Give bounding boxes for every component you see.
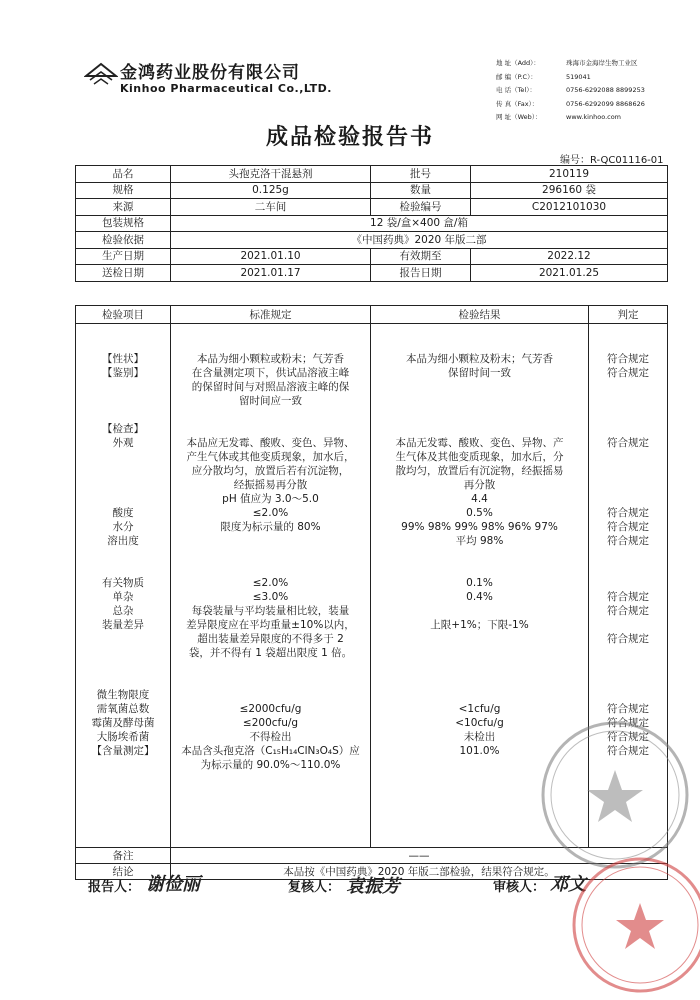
cell-line <box>589 380 667 394</box>
value-submit-date: 2021.01.17 <box>171 265 371 282</box>
cell-line: 再分散 <box>463 479 496 491</box>
cell-line <box>589 492 667 506</box>
cell-line: 【鉴别】 <box>102 367 144 379</box>
cell-line <box>171 422 370 436</box>
reporter-signature: 谢俭丽 <box>146 874 200 895</box>
cell-line: 符合规定 <box>607 521 649 533</box>
cell-line: 为标示量的 90.0%～110.0% <box>200 759 341 771</box>
header-test-item: 检验项目 <box>76 306 171 324</box>
header-standard: 标准规定 <box>171 306 371 324</box>
label-expiry: 有效期至 <box>371 248 471 265</box>
contact-web: 网 址（Web）： www.kinhoo.com <box>496 113 622 121</box>
cell-line: 不得检出 <box>249 731 292 743</box>
cell-line <box>171 548 370 562</box>
company-name-cn: 金鸿药业股份有限公司 <box>120 63 300 83</box>
contact-postcode: 邮 编（P.C）： 519041 <box>496 72 591 81</box>
cell-line <box>589 394 667 408</box>
contact-fax: 传 真（Fax）： 0756-6292099 8868626 <box>496 99 645 108</box>
value-expiry: 2022.12 <box>471 248 668 265</box>
cell-line: 符合规定 <box>607 633 649 645</box>
cell-line: 上限+1%；下限-1% <box>430 619 529 631</box>
value-production-date: 2021.01.10 <box>171 248 371 265</box>
cell-line: ≤3.0% <box>252 591 289 603</box>
info-row-spec <box>76 182 668 199</box>
verdicts-column <box>589 324 668 848</box>
remarks-value: —— <box>171 848 668 864</box>
cell-line: ≤200cfu/g <box>242 717 299 729</box>
cell-line: 总杂 <box>112 605 134 617</box>
value-inspection-no: C2012101030 <box>471 199 668 216</box>
conclusion-value: 本品按《中国药典》2020 年版二部检验，结果符合规定。 <box>171 864 668 880</box>
remarks-row <box>76 848 668 864</box>
cell-line <box>589 646 667 660</box>
contact-address: 地 址（Add）： 珠海市金海岸生物工业区 <box>496 59 638 67</box>
header-verdict: 判定 <box>589 306 668 324</box>
cell-line <box>76 548 170 562</box>
cell-line: 本品为细小颗粒或粉末；气芳香 <box>197 353 344 365</box>
value-basis: 《中国药典》2020 年版二部 <box>171 232 668 249</box>
cell-line: 101.0% <box>459 745 500 757</box>
cell-line: 有关物质 <box>102 577 144 589</box>
cell-line <box>589 688 667 702</box>
cell-line <box>371 380 588 394</box>
approver-signature: 邓文 <box>550 874 586 895</box>
cell-line <box>76 632 170 646</box>
cell-line: 【性状】 <box>102 353 144 365</box>
remarks-label: 备注 <box>76 848 171 864</box>
label-basis: 检验依据 <box>76 232 171 249</box>
cell-line <box>76 380 170 394</box>
cell-line <box>589 618 667 632</box>
cell-line: 水分 <box>112 521 134 533</box>
cell-line: 0.5% <box>466 507 493 519</box>
cell-line <box>371 394 588 408</box>
cell-line: 符合规定 <box>607 717 649 729</box>
cell-line: 应分散均匀，放置后若有沉淀物， <box>191 465 350 477</box>
cell-line: 需氧菌总数 <box>96 703 150 715</box>
cell-line: 微生物限度 <box>96 689 150 701</box>
report-title: 成品检验报告书 <box>265 125 434 150</box>
cell-line: 符合规定 <box>607 437 649 449</box>
cell-line: 生气体及其他变质现象，加水后，分 <box>395 451 564 463</box>
cell-line <box>171 674 370 688</box>
header-result: 检验结果 <box>371 306 589 324</box>
cell-line: 留时间应一致 <box>239 395 302 407</box>
value-spec: 0.125g <box>171 182 371 199</box>
conclusion-label: 结论 <box>76 864 171 880</box>
cell-line: 限度为标示量的 80% <box>220 521 321 533</box>
cell-line: 符合规定 <box>607 367 649 379</box>
results-body-row <box>76 324 668 848</box>
value-product-name: 头孢克洛干混悬剂 <box>171 166 371 183</box>
cell-line <box>76 562 170 576</box>
cell-line <box>371 674 588 688</box>
cell-line <box>589 576 667 590</box>
cell-line: 0.4% <box>466 591 493 603</box>
info-row-submit-date <box>76 265 668 282</box>
cell-line <box>371 408 588 422</box>
label-inspection-no: 检验编号 <box>371 199 471 216</box>
cell-line: 本品含头孢克洛（C₁₅H₁₄ClN₃O₄S）应 <box>181 745 360 757</box>
info-row-name <box>76 166 668 183</box>
cell-line <box>371 562 588 576</box>
label-product-name: 品名 <box>76 166 171 183</box>
cell-line: <10cfu/g <box>455 717 504 729</box>
cell-line: 袋，并不得有 1 袋超出限度 1 倍。 <box>188 647 353 659</box>
label-submit-date: 送检日期 <box>76 265 171 282</box>
label-production-date: 生产日期 <box>76 248 171 265</box>
cell-line: 每袋装量与平均装量相比较，装量 <box>191 605 350 617</box>
company-logo-icon <box>84 60 118 86</box>
cell-line: 酸度 <box>112 507 134 519</box>
cell-line: 符合规定 <box>607 745 649 757</box>
cell-line <box>371 604 588 618</box>
cell-line <box>589 562 667 576</box>
signature-block <box>88 874 688 904</box>
cell-line: 差异限度应在平均重量±10%以内， <box>186 619 355 631</box>
cell-line: 大肠埃希菌 <box>96 731 150 743</box>
cell-line <box>76 674 170 688</box>
cell-line: 4.4 <box>471 493 488 505</box>
cell-line: 99% 98% 99% 98% 96% 97% <box>401 521 558 533</box>
cell-line: <1cfu/g <box>458 703 501 715</box>
cell-line <box>589 674 667 688</box>
cell-line: 溶出度 <box>107 535 139 547</box>
cell-line: 未检出 <box>463 731 496 743</box>
info-row-source <box>76 199 668 216</box>
results-column <box>371 324 589 848</box>
info-row-package <box>76 215 668 232</box>
cell-line: 本品无发霉、酸败、变色、异物、产 <box>395 437 564 449</box>
company-name-en: Kinhoo Pharmaceutical Co.,LTD. <box>120 82 332 95</box>
cell-line: 外观 <box>112 437 134 449</box>
cell-line <box>589 660 667 674</box>
cell-line: 符合规定 <box>607 591 649 603</box>
cell-line <box>171 408 370 422</box>
approver-label: 审核人： <box>493 880 546 895</box>
cell-line <box>76 394 170 408</box>
cell-line: 符合规定 <box>607 605 649 617</box>
cell-line <box>589 450 667 464</box>
cell-line: 0.1% <box>466 577 493 589</box>
label-report-date: 报告日期 <box>371 265 471 282</box>
info-row-basis <box>76 232 668 249</box>
value-quantity: 296160 袋 <box>471 182 668 199</box>
reviewer-label: 复核人： <box>288 880 341 895</box>
reviewer-signature: 袁振芳 <box>346 876 400 897</box>
label-quantity: 数量 <box>371 182 471 199</box>
cell-line: 超出装量差异限度的不得多于 2 <box>197 633 344 645</box>
cell-line: 符合规定 <box>607 353 649 365</box>
product-info-table <box>75 165 668 282</box>
label-spec: 规格 <box>76 182 171 199</box>
cell-line <box>76 646 170 660</box>
test-items-column <box>76 324 171 848</box>
cell-line: 符合规定 <box>607 535 649 547</box>
cell-line: 的保留时间与对照品溶液主峰的保 <box>191 381 350 393</box>
cell-line: 经振摇易再分散 <box>233 479 308 491</box>
cell-line <box>589 408 667 422</box>
cell-line: 【检查】 <box>102 423 144 435</box>
cell-line: 符合规定 <box>607 703 649 715</box>
cell-line <box>171 562 370 576</box>
label-source: 来源 <box>76 199 171 216</box>
cell-line <box>76 478 170 492</box>
cell-line: 产生气体或其他变质现象，加水后， <box>186 451 355 463</box>
cell-line <box>589 464 667 478</box>
cell-line <box>76 464 170 478</box>
cell-line <box>371 688 588 702</box>
contact-info <box>496 57 645 125</box>
cell-line: 符合规定 <box>607 731 649 743</box>
value-batch-no: 210119 <box>471 166 668 183</box>
cell-line: 本品应无发霉、酸败、变色、异物、 <box>186 437 355 449</box>
cell-line: 在含量测定项下，供试品溶液主峰 <box>191 367 350 379</box>
cell-line: ≤2.0% <box>252 507 289 519</box>
cell-line: 平均 98% <box>455 535 504 547</box>
label-batch-no: 批号 <box>371 166 471 183</box>
cell-line <box>371 660 588 674</box>
cell-line <box>589 422 667 436</box>
cell-line <box>371 646 588 660</box>
label-package: 包装规格 <box>76 215 171 232</box>
cell-line <box>589 548 667 562</box>
value-source: 二车间 <box>171 199 371 216</box>
standards-column <box>171 324 371 848</box>
cell-line: 【含量测定】 <box>91 745 155 757</box>
cell-line <box>371 422 588 436</box>
test-results-table <box>75 305 668 880</box>
cell-line <box>76 450 170 464</box>
cell-line: ≤2000cfu/g <box>239 703 302 715</box>
cell-line: ≤2.0% <box>252 577 289 589</box>
value-package: 12 袋/盒×400 盒/箱 <box>171 215 668 232</box>
cell-line <box>76 408 170 422</box>
cell-line: 装量差异 <box>102 619 144 631</box>
cell-line: 霉菌及酵母菌 <box>91 717 155 729</box>
cell-line: pH 值应为 3.0～5.0 <box>222 493 319 505</box>
cell-line: 符合规定 <box>607 507 649 519</box>
cell-line: 保留时间一致 <box>448 367 511 379</box>
results-header-row <box>76 306 668 324</box>
cell-line <box>171 534 370 548</box>
cell-line <box>171 660 370 674</box>
value-report-date: 2021.01.25 <box>471 265 668 282</box>
cell-line <box>589 478 667 492</box>
cell-line <box>76 660 170 674</box>
contact-phone: 电 话（Tel）： 0756-6292088 8899253 <box>496 86 645 94</box>
info-row-production-date <box>76 248 668 265</box>
reporter-label: 报告人： <box>88 880 141 895</box>
cell-line: 单杂 <box>112 591 134 603</box>
cell-line: 本品为细小颗粒及粉末；气芳香 <box>406 353 553 365</box>
cell-line <box>371 632 588 646</box>
document-number: 编号：R-QC01116-01 <box>560 155 664 166</box>
cell-line: 散均匀，放置后有沉淀物，经振摇易 <box>395 465 564 477</box>
cell-line <box>171 688 370 702</box>
cell-line <box>371 548 588 562</box>
cell-line <box>76 492 170 506</box>
